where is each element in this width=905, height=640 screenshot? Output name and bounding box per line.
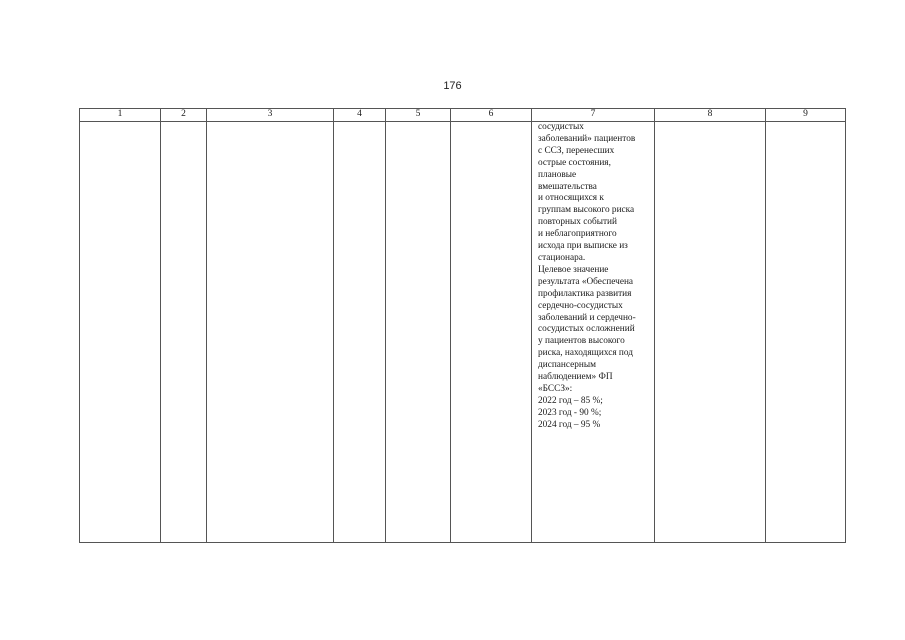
table-cell-col-6 xyxy=(451,122,532,543)
column-header-6: 6 xyxy=(451,109,532,122)
table-cell-col-9 xyxy=(766,122,846,543)
table-cell-col-5 xyxy=(386,122,451,543)
column-header-9: 9 xyxy=(766,109,846,122)
column-header-8: 8 xyxy=(655,109,766,122)
table-cell-col-4 xyxy=(334,122,386,543)
column-header-1: 1 xyxy=(80,109,161,122)
table-cell-col-7-text: сосудистых заболеваний» пациентов с ССЗ, перенесших острые состояния, плановые вмешательства и относящихся к группам высокого риска повторных событий и неблагоприятного исхода при выписке из стационара. Целевое значение результата «Обеспечена профилактика развития сердечно-сосудистых заболеваний и сердечно- сосудистых осложнений у пациентов высокого риска, находящихся под диспансерным наблюдением» ФП «БССЗ»: 2022 год – 85 %; 2023 год - 90 %; 2024 год – 95 % xyxy=(532,122,655,543)
table-cell-col-8 xyxy=(655,122,766,543)
table-cell-col-2 xyxy=(161,122,207,543)
column-header-4: 4 xyxy=(334,109,386,122)
column-header-3: 3 xyxy=(207,109,334,122)
column-header-5: 5 xyxy=(386,109,451,122)
column-header-2: 2 xyxy=(161,109,207,122)
table-cell-col-1 xyxy=(80,122,161,543)
document-table xyxy=(79,108,846,543)
table-cell-col-3 xyxy=(207,122,334,543)
page-number: 176 xyxy=(443,80,462,92)
column-header-7: 7 xyxy=(532,109,655,122)
table-header-row xyxy=(80,109,846,122)
table-row xyxy=(80,122,846,543)
